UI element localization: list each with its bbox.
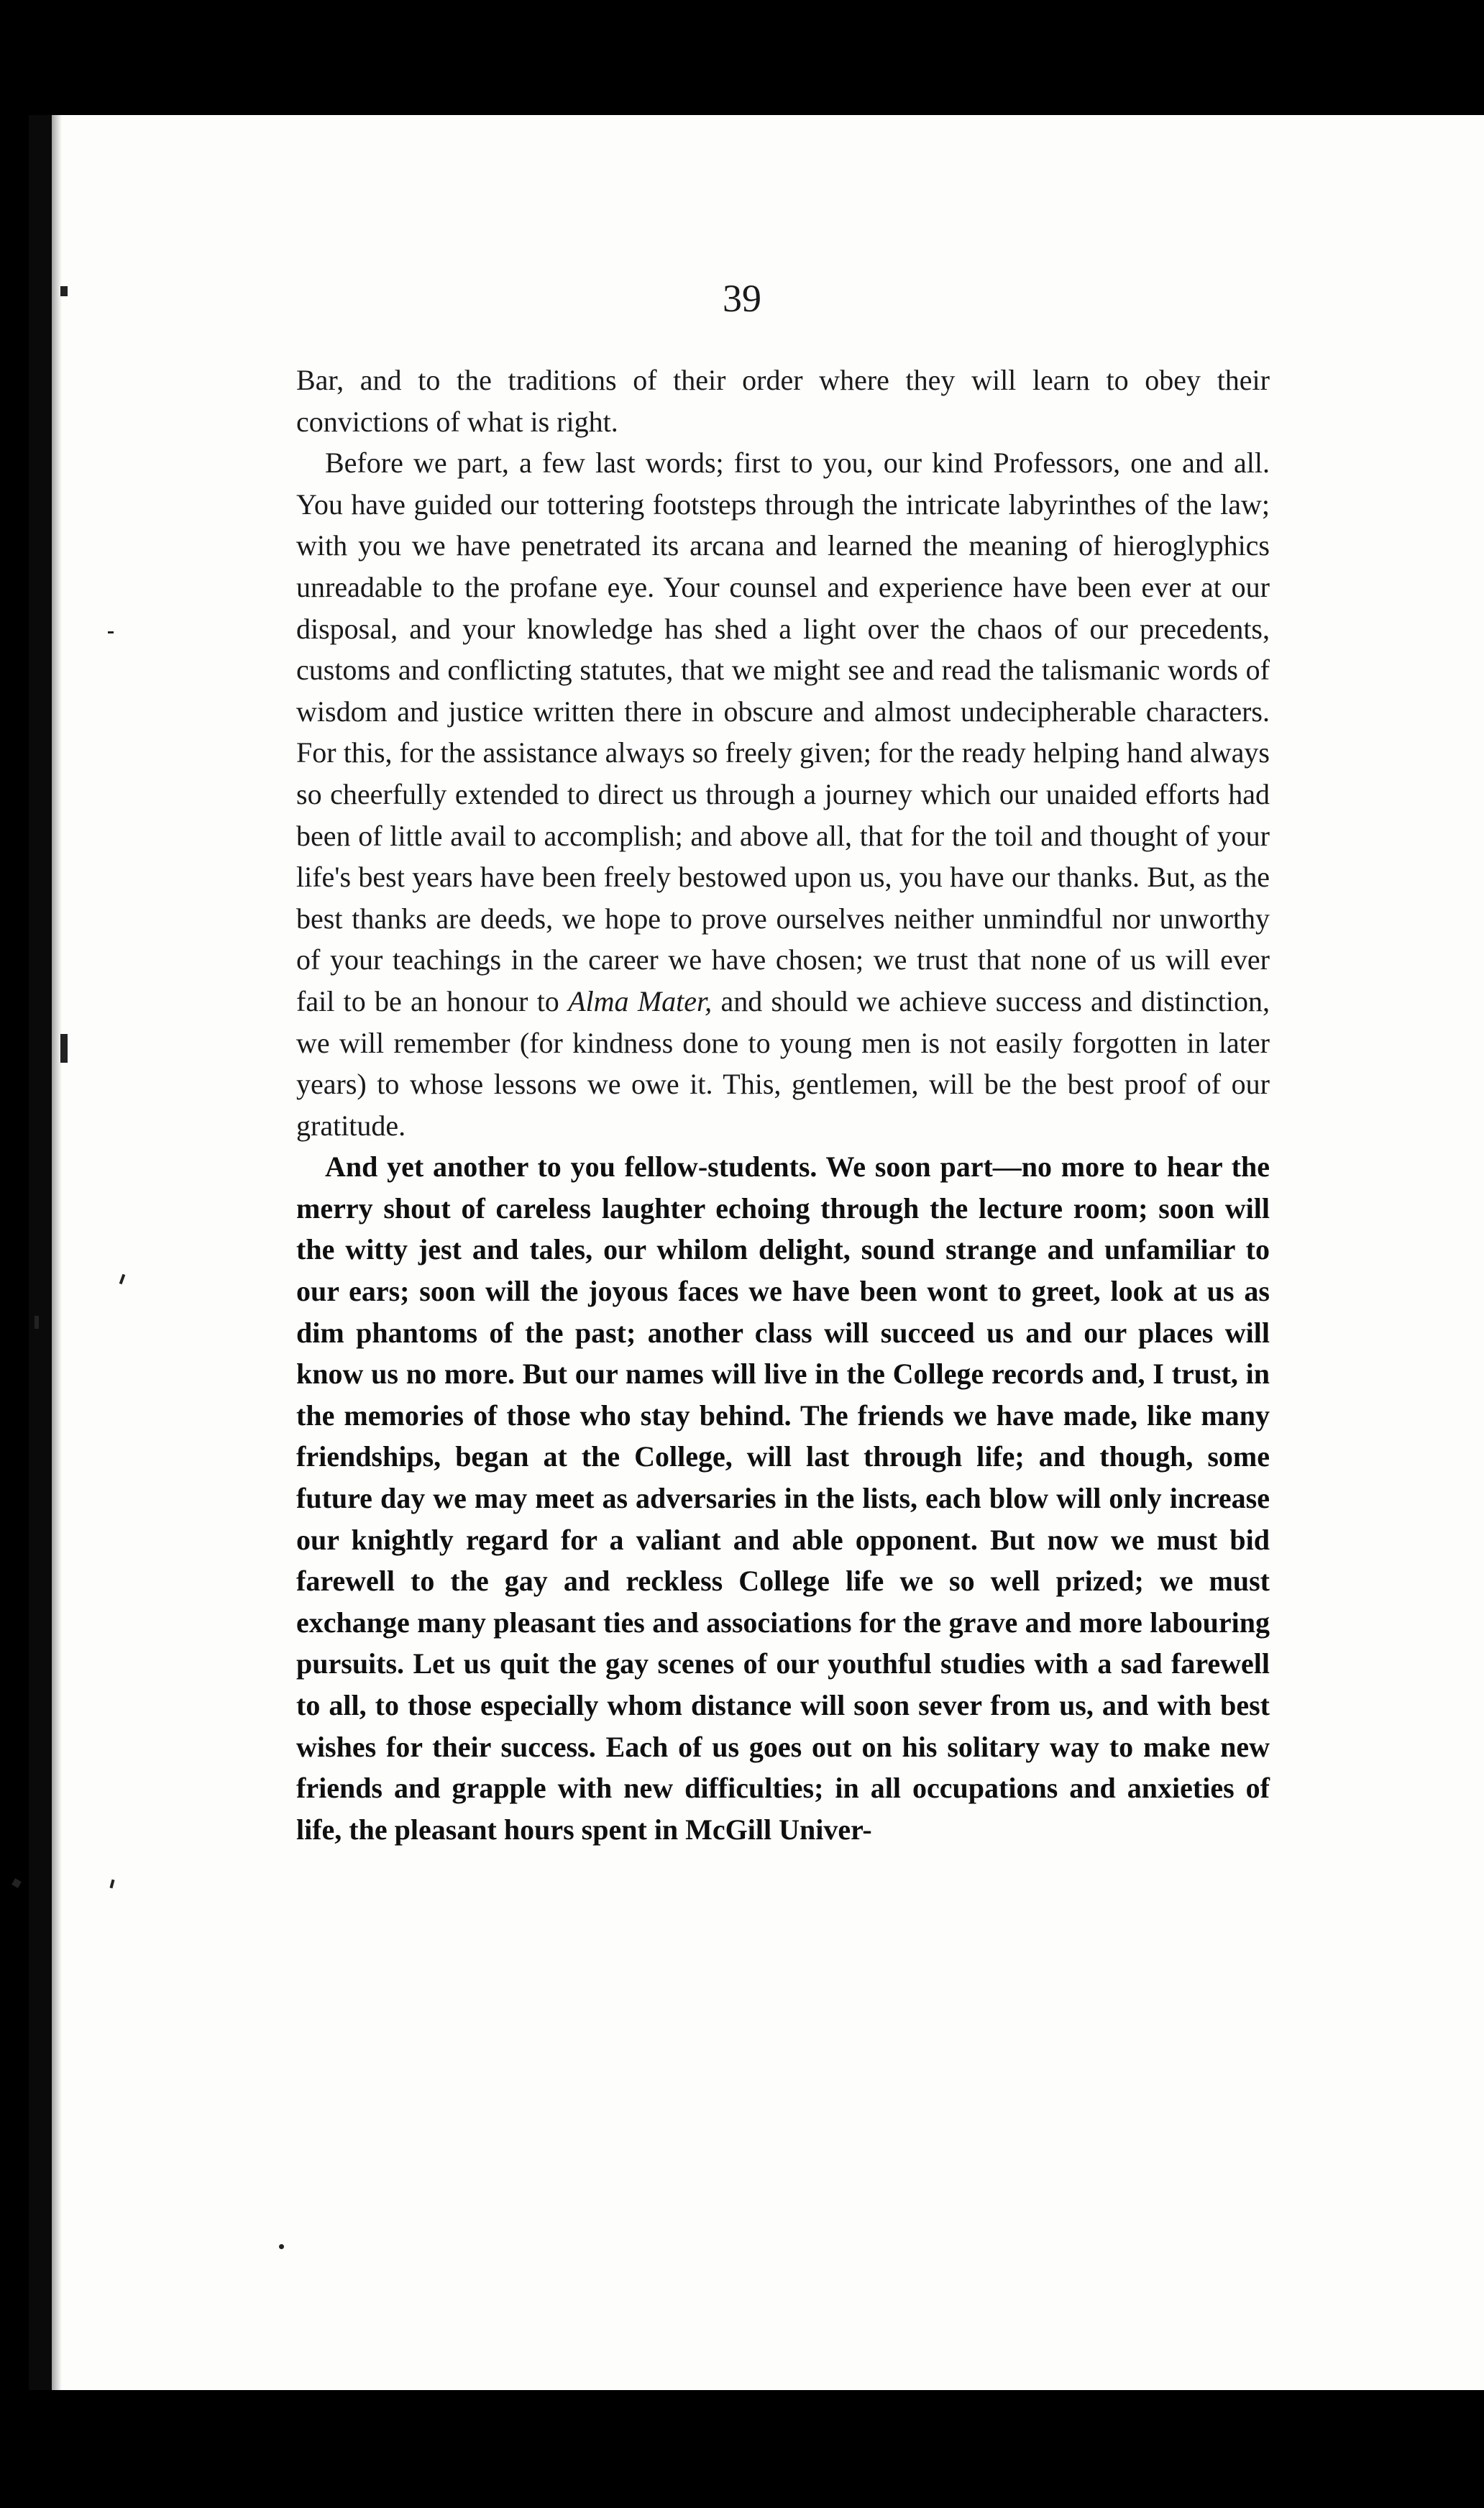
page-body-text [296, 360, 1270, 1850]
scan-mark [12, 1878, 22, 1888]
paragraph-text: Before we part, a few last words; first to you, our kind Professors, one and all. You have guided our tottering footsteps through the intricate labyrinthes of the law; with you we have penetrated its arcana and learned the meaning of hieroglyphics unreadable to the profane eye. Your counsel and experience have been ever at our disposal, and your knowledge has shed a light over the chaos of our precedents, customs and conflicting statutes, that we might see and read the talismanic words of wisdom and justice written there in obscure and almost undecipherable characters. For this, for the assistance always so freely given; for the ready helping hand always so cheerfully extended to direct us through a journey which our unaided efforts had been of little avail to accomplish; and above all, that for the toil and thought of your life's best years have been freely bestowed upon us, you have our thanks. But, as the best thanks are deeds, we hope to prove ourselves neither unmindful nor unworthy of your teachings in the career we have chosen; we trust that none of us will ever fail to be an honour to [296, 447, 1270, 1017]
scan-mark [279, 2244, 284, 2249]
paragraph [296, 360, 1270, 442]
page-number: 39 [723, 277, 761, 320]
scan-mark [60, 286, 68, 296]
paragraph-text: And yet another to you fellow-students. We soon part—no more to hear the merry shout of careless laughter echoing through the lecture room; soon will the witty jest and tales, our whilom delight, sound strange and unfamiliar to our ears; soon will the joyous faces we have been wont to greet, look at us as dim phantoms of the past; another class will succeed us and our places will know us no more. But our names will live in the College records and, I trust, in the memories of those who stay behind. The friends we have made, like many friendships, began at the College, will last through life; and though, some future day we may meet as adversaries in the lists, each blow will only increase our knightly regard for a valiant and able opponent. But now we must bid farewell to the gay and reckless College life we so well prized; we must exchange many pleasant ties and associations for the grave and more labouring pursuits. Let us quit the gay scenes of our youthful studies with a sad farewell to all, to those especially whom distance will soon sever from us, and with best wishes for their success. Each of us goes out on his solitary way to make new friends and grapple with new difficulties; in all occupations and anxieties of life, the pleasant hours spent in McGill Univer- [296, 1150, 1270, 1846]
paragraph-text-continued: and should we achieve success and distinction, we will remember (for kindness done to young men is not easily forgotten in later years) to whose lessons we owe it. This, gentlemen, will be the best proof of our gratitude. [296, 984, 1270, 1142]
book-binding-edge [29, 115, 52, 2390]
scan-mark [108, 631, 114, 633]
paragraph [296, 1146, 1270, 1850]
scan-mark [60, 1034, 68, 1063]
paragraph-text: Bar, and to the traditions of their order where they will learn to obey their convictions of what is right. [296, 364, 1270, 438]
italic-phrase: Alma Mater, [568, 984, 713, 1017]
scan-mark [35, 1316, 39, 1329]
paragraph [296, 442, 1270, 1146]
